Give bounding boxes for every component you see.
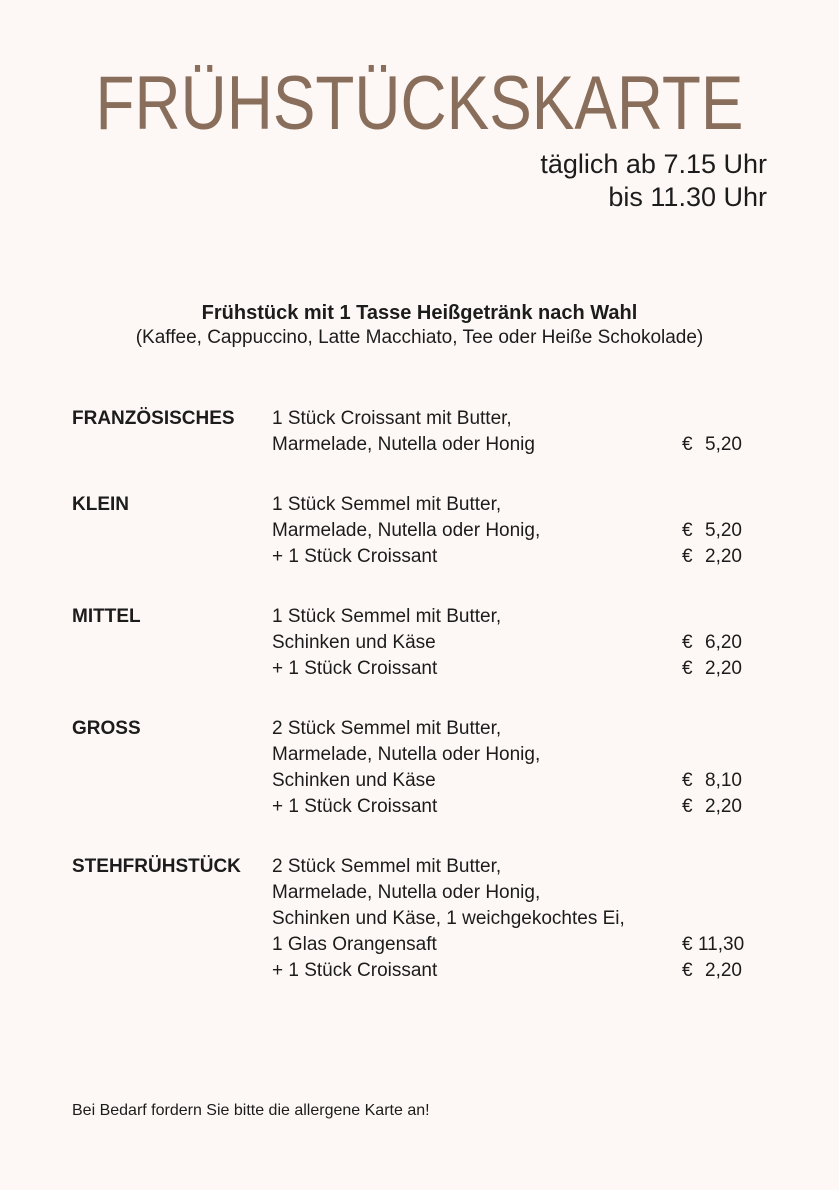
menu-item-line xyxy=(272,716,762,742)
menu-item xyxy=(72,716,762,820)
menu-item-line xyxy=(272,880,762,906)
price-amount: 2,20 xyxy=(705,658,742,679)
menu-item-line xyxy=(272,854,762,880)
menu-item xyxy=(72,604,762,682)
menu-item-line xyxy=(272,604,762,630)
euro-symbol: € xyxy=(682,632,693,653)
allergen-note: Bei Bedarf fordern Sie bitte die allergene Karte an! xyxy=(72,1102,430,1119)
menu-item-line xyxy=(272,932,762,958)
euro-symbol: € xyxy=(682,520,693,541)
menu-item-line xyxy=(272,630,762,656)
menu-item-line-text: 2 Stück Semmel mit Butter, xyxy=(272,856,502,877)
menu-item-price xyxy=(682,432,746,458)
menu-item-line xyxy=(272,492,762,518)
menu-item-line xyxy=(272,794,762,820)
menu-item-price xyxy=(682,794,746,820)
menu-item-line xyxy=(272,742,762,768)
menu-item-line-text: Schinken und Käse xyxy=(272,770,436,791)
menu-item-description xyxy=(272,604,762,682)
menu-item-line-text: 1 Glas Orangensaft xyxy=(272,934,437,955)
menu-item-line-text: Schinken und Käse xyxy=(272,632,436,653)
menu-item-line-text: + 1 Stück Croissant xyxy=(272,796,438,817)
menu-item-line xyxy=(272,656,762,682)
menu-item-line-text: + 1 Stück Croissant xyxy=(272,546,438,567)
euro-symbol: € xyxy=(682,770,693,791)
intro-heading: Frühstück mit 1 Tasse Heißgetränk nach Wahl xyxy=(201,302,638,324)
menu-item-line-text: Marmelade, Nutella oder Honig, xyxy=(272,882,541,903)
menu-item-name: MITTEL xyxy=(72,606,141,627)
menu-item-description xyxy=(272,492,762,570)
menu-item-price xyxy=(682,958,746,984)
price-amount: 2,20 xyxy=(705,960,742,981)
price-amount: 5,20 xyxy=(705,434,742,455)
menu-item-price xyxy=(682,518,746,544)
menu-item-line-text: Marmelade, Nutella oder Honig, xyxy=(272,744,541,765)
page-title: FRÜHSTÜCKSKARTE xyxy=(95,61,744,146)
euro-symbol: € xyxy=(682,546,693,567)
menu-item-line-text: Marmelade, Nutella oder Honig, xyxy=(272,520,541,541)
menu-item xyxy=(72,492,762,570)
euro-symbol: € xyxy=(682,434,693,455)
menu-item-description xyxy=(272,406,762,458)
menu-item xyxy=(72,854,762,984)
price-amount: 6,20 xyxy=(705,632,742,653)
menu-item-name: GROSS xyxy=(72,718,141,739)
menu-item-line xyxy=(272,906,762,932)
menu-item-line-text: 2 Stück Semmel mit Butter, xyxy=(272,718,502,739)
menu-item-price xyxy=(682,932,746,958)
menu-item-price xyxy=(682,630,746,656)
menu-item xyxy=(72,406,762,458)
intro-section xyxy=(0,300,839,350)
menu-item-name: FRANZÖSISCHES xyxy=(72,408,235,429)
intro-subheading: (Kaffee, Cappuccino, Latte Macchiato, Tee oder Heiße Schokolade) xyxy=(135,327,704,348)
menu-item-price xyxy=(682,768,746,794)
menu-item-line xyxy=(272,958,762,984)
menu-list xyxy=(72,406,762,1018)
menu-item-price xyxy=(682,656,746,682)
menu-item-description xyxy=(272,854,762,984)
price-amount: 11,30 xyxy=(698,934,745,955)
price-amount: 2,20 xyxy=(705,796,742,817)
menu-item-line xyxy=(272,432,762,458)
menu-item-name: KLEIN xyxy=(72,494,129,515)
opening-hours xyxy=(540,148,767,214)
menu-item-line xyxy=(272,518,762,544)
menu-item-line-text: Marmelade, Nutella oder Honig xyxy=(272,434,535,455)
euro-symbol: € xyxy=(682,658,693,679)
menu-item-line xyxy=(272,768,762,794)
opening-hours-line-1: täglich ab 7.15 Uhr xyxy=(540,149,767,179)
menu-item-line-text: Schinken und Käse, 1 weichgekochtes Ei, xyxy=(272,908,625,929)
menu-item-line-text: 1 Stück Semmel mit Butter, xyxy=(272,606,502,627)
euro-symbol: € xyxy=(682,960,693,981)
price-amount: 5,20 xyxy=(705,520,742,541)
euro-symbol: € xyxy=(682,796,693,817)
euro-symbol: € xyxy=(682,934,693,955)
price-amount: 8,10 xyxy=(705,770,742,791)
price-amount: 2,20 xyxy=(705,546,742,567)
menu-item-price xyxy=(682,544,746,570)
menu-item-name: STEHFRÜHSTÜCK xyxy=(72,856,241,877)
menu-item-description xyxy=(272,716,762,820)
menu-item-line xyxy=(272,544,762,570)
menu-item-line-text: + 1 Stück Croissant xyxy=(272,960,438,981)
opening-hours-line-2: bis 11.30 Uhr xyxy=(608,182,767,212)
menu-item-line-text: 1 Stück Croissant mit Butter, xyxy=(272,408,512,429)
menu-item-line-text: + 1 Stück Croissant xyxy=(272,658,438,679)
menu-item-line xyxy=(272,406,762,432)
menu-item-line-text: 1 Stück Semmel mit Butter, xyxy=(272,494,502,515)
